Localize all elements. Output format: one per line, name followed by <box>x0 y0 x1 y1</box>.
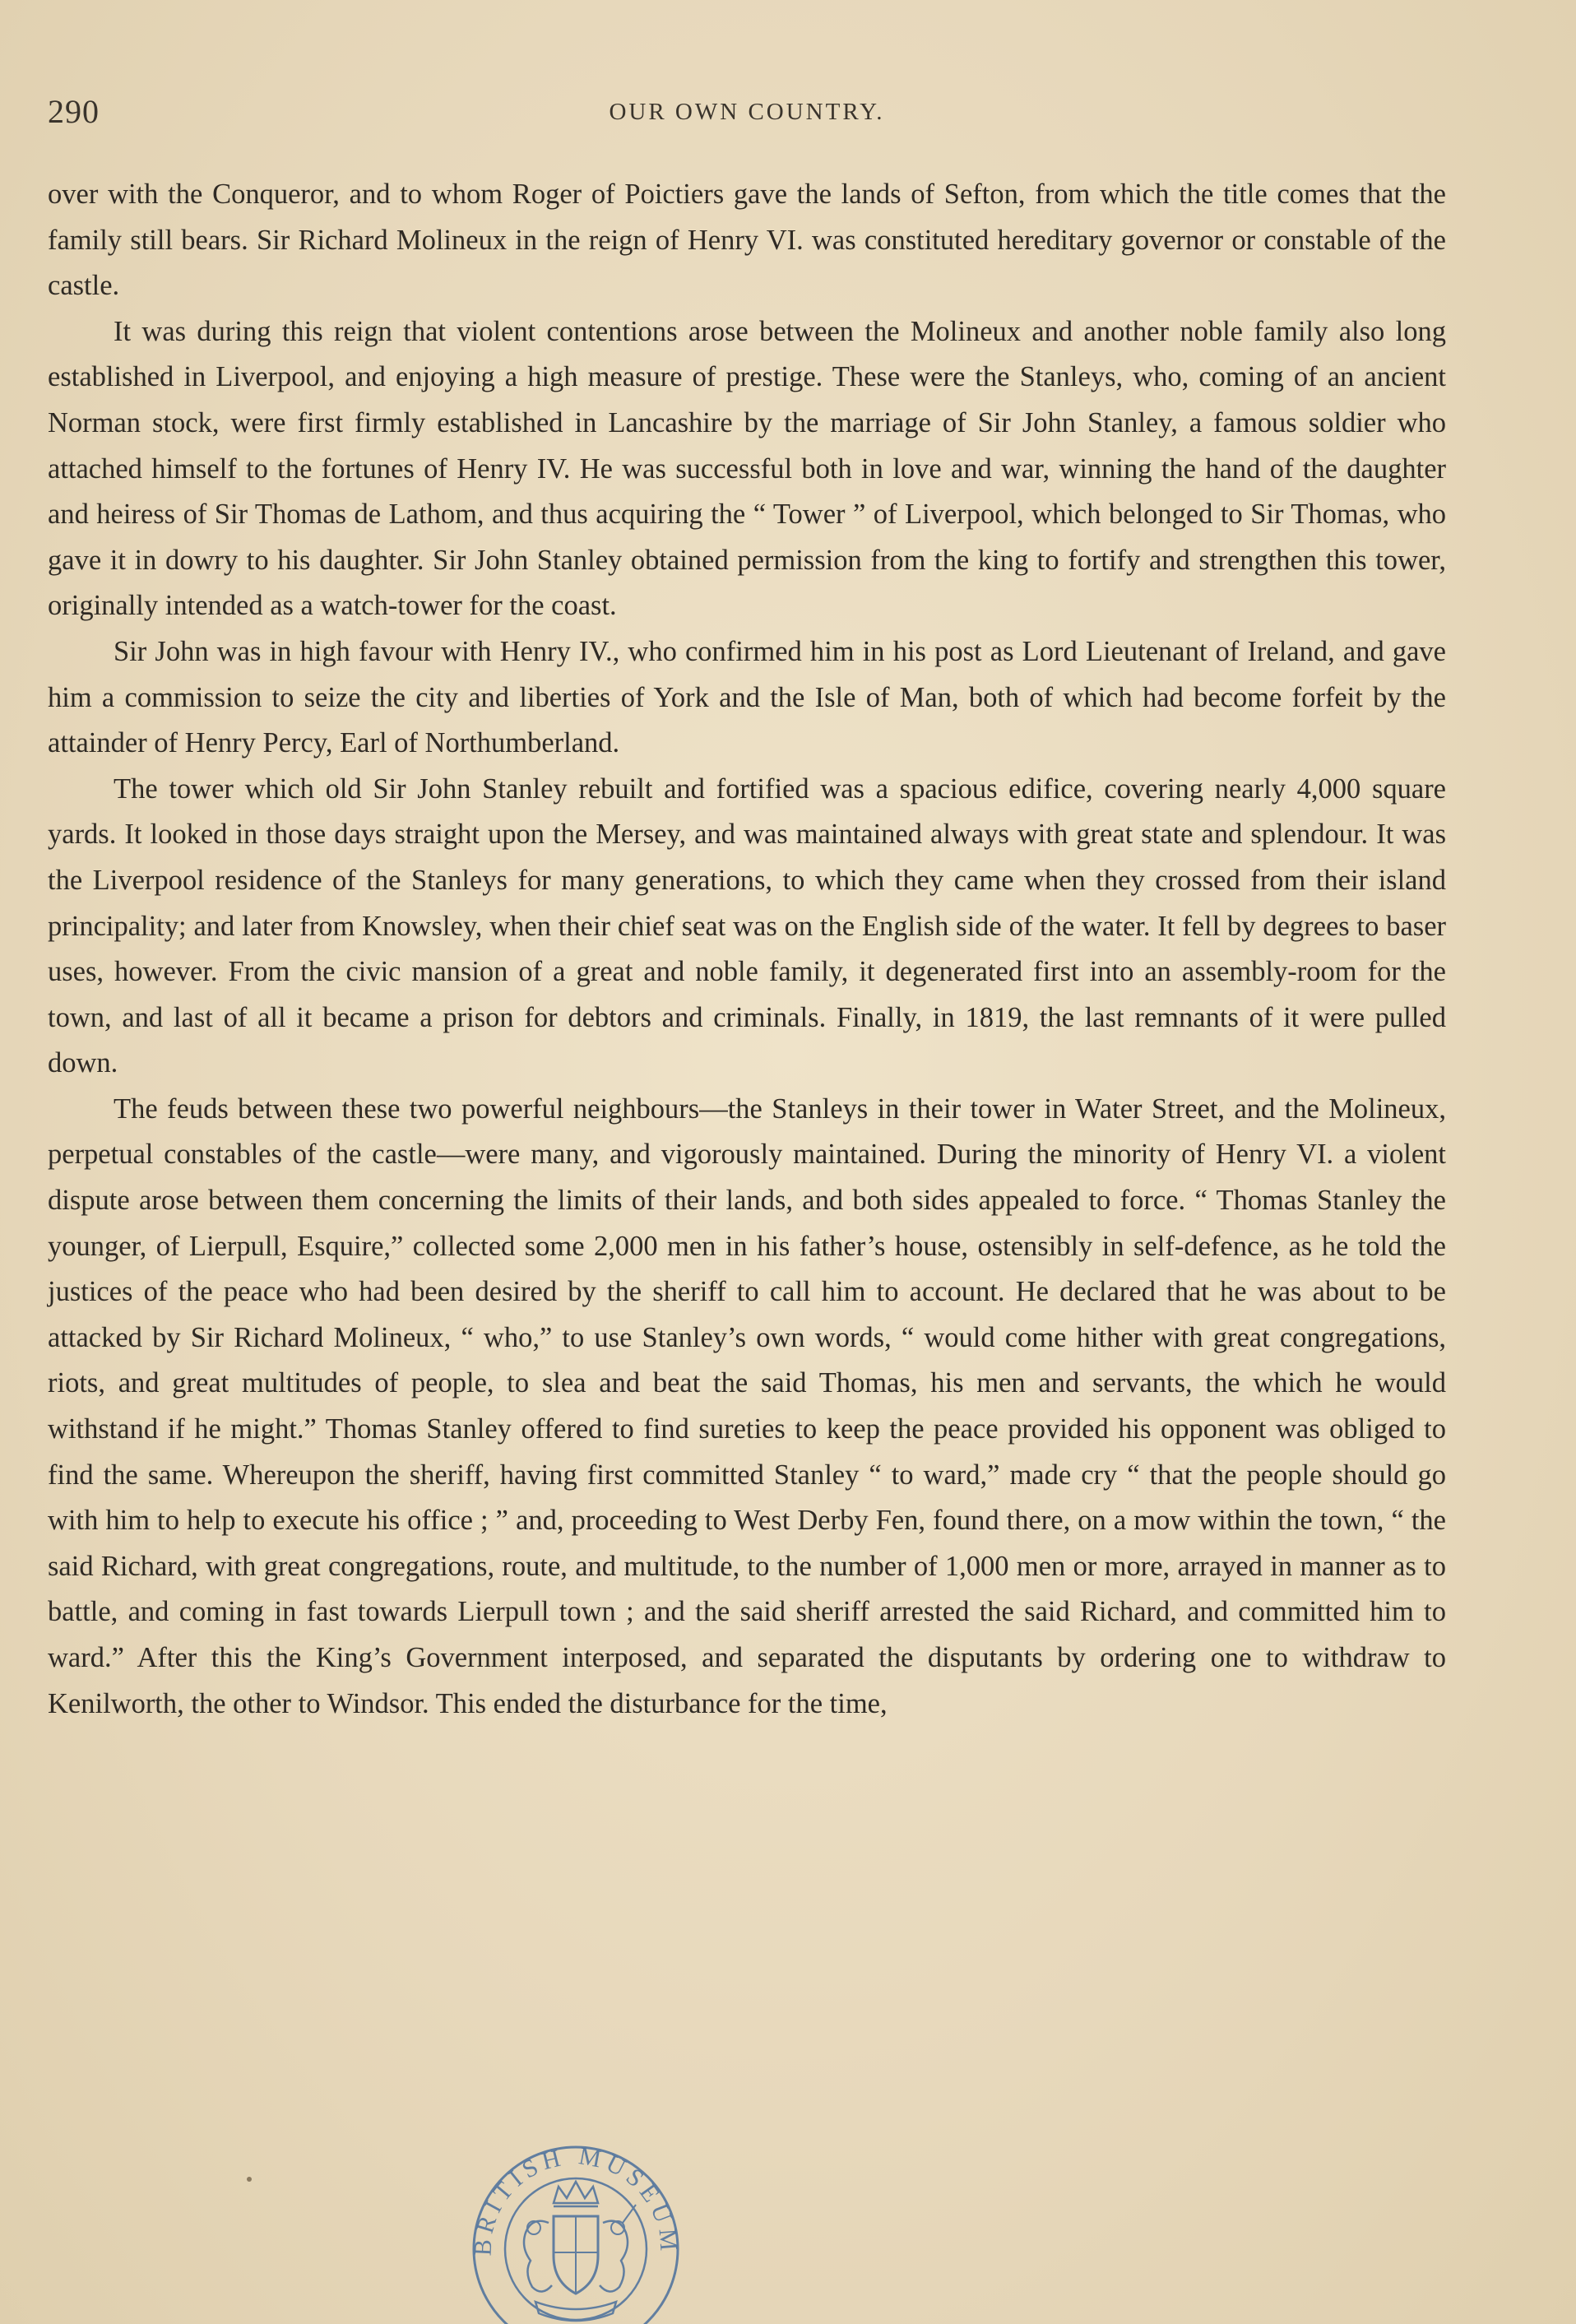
british-museum-seal-icon <box>457 2141 695 2324</box>
page-number: 290 <box>48 93 100 130</box>
paragraph-1: over with the Conqueror, and to whom Roger of Poictiers gave the lands of Sefton, from which the title comes that the family still bears. Sir Richard Molineux in the reign of Henry VI. was constituted hereditary governor or constable of the castle. <box>48 179 1446 302</box>
running-title: OUR OWN COUNTRY. <box>609 99 885 125</box>
paragraph-4: The tower which old Sir John Stanley rebuilt and fortified was a spacious edifice, covering nearly 4,000 square yards. It looked in those days straight upon the Mersey, and was maintained always with great state and splendour. It was the Liverpool residence of the Stanleys for many generations, to which they came when they crossed from their island principality; and later from Knowsley, when their chief seat was on the English side of the water. It fell by degrees to baser uses, however. From the civic mansion of a great and noble family, it degenerated first into an assembly-room for the town, and last of all it became a prison for debtors and criminals. Finally, in 1819, the last remnants of it were pulled down. <box>48 772 1446 1079</box>
paragraph-3: Sir John was in high favour with Henry IV., who confirmed him in his post as Lord Lieutenant of Ireland, and gave him a commission to seize the city and liberties of York and the Isle of Man, both of which had become forfeit by the attainder of Henry Percy, Earl of Northumberland. <box>48 635 1446 759</box>
paragraph-5: The feuds between these two powerful neighbours—the Stanleys in their tower in Water Street, and the Molineux, perpetual constables of the castle—were many, and vigorously maintained. During the minority of Henry VI. a violent dispute arose between them concerning the limits of their lands, and both sides appealed to force. “ Thomas Stanley the younger, of Lierpull, Esquire,” collected some 2,000 men in his father’s house, ostensibly in self-defence, as he told the justices of the peace who had been desired by the sheriff to call him to account. He declared that he was about to be attacked by Sir Richard Molineux, “ who,” to use Stanley’s own words, “ would come hither with great congregations, riots, and great multitudes of people, to slea and beat the said Thomas, his men and servants, the which he would withstand if he might.” Thomas Stanley offered to find sureties to keep the peace provided his opponent was obliged to find the same. Whereupon the sheriff, having first committed Stanley “ to ward,” made cry “ that the people should go with him to help to execute his office ; ” and, proceeding to West Derby Fen, found there, on a mow within the town, “ the said Richard, with great congregations, route, and multitude, to the number of 1,000 men or more, arrayed in manner as to battle, and coming in fast towards Lierpull town ; and the said sheriff arrested the said Richard, and committed him to ward.” After this the King’s Government interposed, and separated the disputants by ordering one to withdraw to Kenilworth, the other to Windsor. This ended the disturbance for the time, <box>48 1092 1446 1719</box>
running-head <box>48 92 1446 138</box>
paragraph-2: It was during this reign that violent contentions arose between the Molineux and another noble family also long established in Liverpool, and enjoying a high measure of prestige. These were the Stanleys, who, coming of an ancient Norman stock, were first firmly established in Lancashire by the marriage of Sir John Stanley, a famous soldier who attached himself to the fortunes of Henry IV. He was successful both in love and war, winning the hand of the daughter and heiress of Sir Thomas de Lathom, and thus acquiring the “ Tower ” of Liverpool, which belonged to Sir Thomas, who gave it in dowry to his daughter. Sir John Stanley obtained permission from the king to fortify and strengthen this tower, originally intended as a watch-tower for the coast. <box>48 315 1446 622</box>
stamp-text: BRITISH MUSEUM <box>469 2142 683 2257</box>
ink-speck <box>247 2177 252 2182</box>
library-stamp <box>457 2141 695 2324</box>
body-text <box>48 172 1446 1727</box>
